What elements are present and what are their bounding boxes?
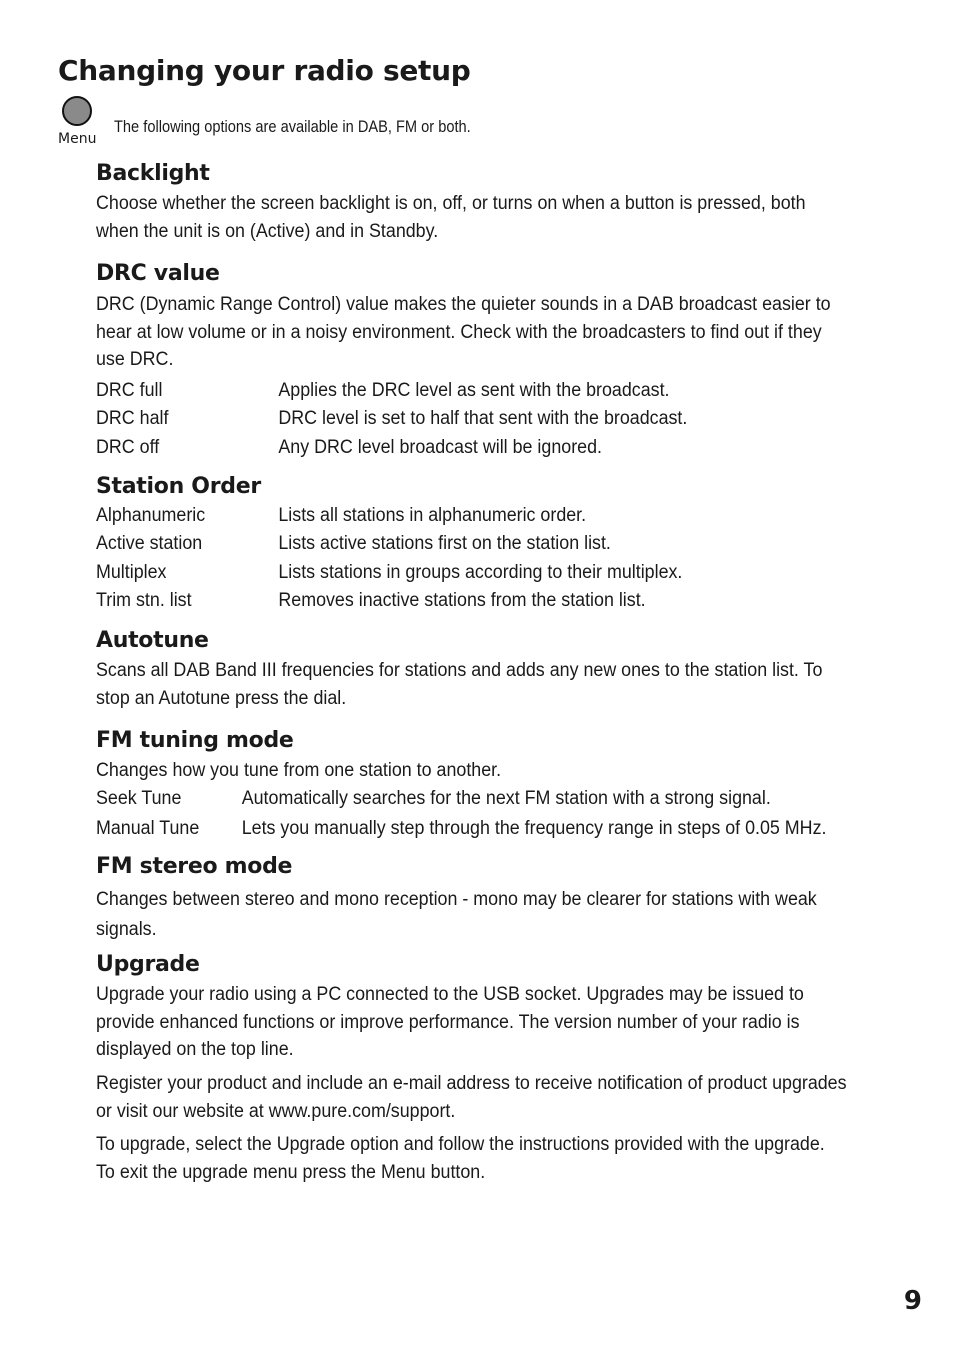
menu-label: Menu (58, 131, 97, 147)
fm-stereo-text: Changes between stereo and mono reception - mono may be clearer for stations with weak signals. (96, 889, 817, 940)
row-term: Alphanumeric (96, 505, 206, 526)
fm-tuning-row (96, 788, 771, 810)
drc-row (96, 380, 670, 402)
page-title: Changing your radio setup (58, 54, 471, 87)
row-term: Active station (96, 533, 203, 554)
upgrade-text-1: Upgrade your radio using a PC connected to the USB socket. Upgrades may be issued to provide enhanced functions or improve performance. The version number of your radio is displayed on the top line. (96, 984, 804, 1060)
section-heading-drc: DRC value (96, 261, 220, 286)
station-order-row (96, 590, 646, 612)
section-heading-fm-tuning: FM tuning mode (96, 728, 294, 753)
section-heading-backlight: Backlight (96, 161, 210, 186)
backlight-text: Choose whether the screen backlight is on, off, or turns on when a button is pressed, both when the unit is on (Active) and in Standby. (96, 193, 806, 242)
row-term: DRC off (96, 437, 160, 458)
row-desc: Any DRC level broadcast will be ignored. (278, 437, 602, 458)
section-heading-station-order: Station Order (96, 474, 261, 499)
section-heading-autotune: Autotune (96, 628, 209, 653)
row-desc: DRC level is set to half that sent with the broadcast. (278, 408, 688, 429)
drc-row (96, 408, 688, 430)
row-term: Manual Tune (96, 818, 200, 839)
row-term: DRC full (96, 380, 163, 401)
menu-button-icon (62, 96, 92, 126)
autotune-text: Scans all DAB Band III frequencies for stations and adds any new ones to the station list. To stop an Autotune press the dial. (96, 660, 823, 709)
row-desc: Lists active stations first on the station list. (278, 533, 611, 554)
station-order-row (96, 505, 587, 527)
station-order-row (96, 562, 683, 584)
upgrade-text-3: To upgrade, select the Upgrade option and follow the instructions provided with the upgrade. To exit the upgrade menu press the Menu button. (96, 1134, 825, 1183)
station-order-row (96, 533, 611, 555)
drc-text: DRC (Dynamic Range Control) value makes the quieter sounds in a DAB broadcast easier to hear at low volume or in a noisy environment. Check with the broadcasters to find out if they use DRC. (96, 294, 831, 370)
row-term: Seek Tune (96, 788, 182, 809)
fm-tuning-text: Changes how you tune from one station to another. (96, 760, 502, 781)
row-desc: Lists all stations in alphanumeric order. (278, 505, 587, 526)
intro-text: The following options are available in DAB, FM or both. (114, 117, 471, 136)
row-desc: Lets you manually step through the frequency range in steps of 0.05 MHz. (241, 818, 827, 839)
row-desc: Lists stations in groups according to their multiplex. (278, 562, 683, 583)
row-term: Trim stn. list (96, 590, 192, 611)
row-term: Multiplex (96, 562, 167, 583)
row-desc: Applies the DRC level as sent with the broadcast. (278, 380, 670, 401)
upgrade-text-2: Register your product and include an e-mail address to receive notification of product upgrades or visit our website at www.pure.com/support. (96, 1073, 847, 1122)
page-number: 9 (903, 1286, 922, 1316)
section-heading-fm-stereo: FM stereo mode (96, 854, 293, 879)
fm-tuning-row (96, 818, 827, 840)
section-heading-upgrade: Upgrade (96, 952, 200, 977)
row-desc: Automatically searches for the next FM station with a strong signal. (241, 788, 771, 809)
row-desc: Removes inactive stations from the station list. (278, 590, 646, 611)
drc-row (96, 437, 602, 459)
row-term: DRC half (96, 408, 169, 429)
